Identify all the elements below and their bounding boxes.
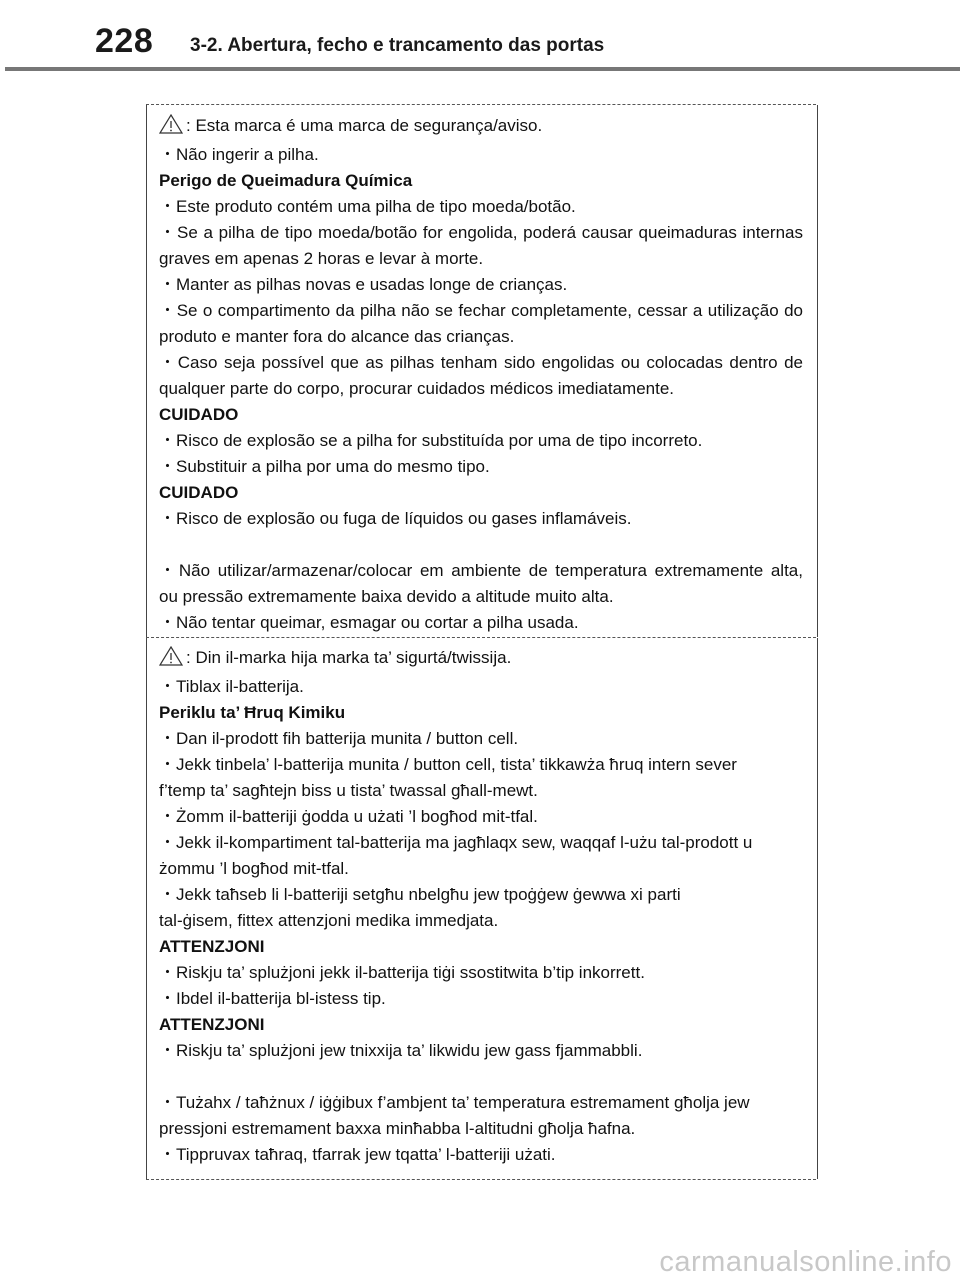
list-item-continuation: tal-ġisem, fittex attenzjoni medika immedjata. — [159, 911, 499, 930]
warning-mark-line — [159, 645, 803, 674]
watermark-text: carmanualsonline.info — [659, 1246, 952, 1278]
list-item: ・Não utilizar/armazenar/colocar em ambiente de temperatura extremamente alta, ou pressão extremamente baixa devido a altitude muito alta. — [159, 561, 803, 606]
warning-box-maltese — [146, 638, 818, 1179]
list-item: ・Żomm il-batteriji ġodda u użati ’l bogħod mit-tfal. — [159, 807, 538, 826]
list-item: ・Caso seja possível que as pilhas tenham sido engolidas ou colocadas dentro de qualquer parte do corpo, procurar cuidados médicos imediatamente. — [159, 353, 803, 398]
list-item: ・Tiblax il-batterija. — [159, 677, 304, 696]
subheading: ATTENZJONI — [159, 937, 265, 956]
subheading: Periklu ta’ Ħruq Kimiku — [159, 703, 346, 722]
list-item: ・Manter as pilhas novas e usadas longe de crianças. — [159, 275, 568, 294]
subheading: Perigo de Queimadura Química — [159, 171, 413, 190]
warning-mark-line — [159, 113, 803, 142]
warning-box-portuguese — [146, 105, 818, 637]
box-bottom-divider — [146, 1179, 816, 1180]
list-item: ・Riskju ta’ splużjoni jekk il-batterija tiġi ssostitwita b’tip inkorrett. — [159, 963, 645, 982]
subheading: ATTENZJONI — [159, 1015, 265, 1034]
header-rule — [5, 67, 960, 71]
warning-mark-text: : Din il-marka hija marka ta’ sigurtá/twissija. — [186, 648, 512, 667]
list-item: ・Risco de explosão se a pilha for substituída por uma de tipo incorreto. — [159, 431, 703, 450]
list-item: ・Jekk il-kompartiment tal-batterija ma jagħlaqx sew, waqqaf l-użu tal-prodott u — [159, 833, 753, 852]
subheading: CUIDADO — [159, 483, 239, 502]
list-item: ・Não tentar queimar, esmagar ou cortar a pilha usada. — [159, 613, 579, 632]
list-item: ・Substituir a pilha por uma do mesmo tipo. — [159, 457, 490, 476]
list-item: ・Jekk tinbela’ l-batterija munita / button cell, tista’ tikkawża ħruq intern sever — [159, 755, 737, 774]
list-item-continuation: f’temp ta’ sagħtejn biss u tista’ twassal għall-mewt. — [159, 781, 538, 800]
warning-mark-text: : Esta marca é uma marca de segurança/aviso. — [186, 116, 543, 135]
list-item: ・Jekk taħseb li l-batteriji setgħu nbelgħu jew tpoġġew ġewwa xi parti — [159, 885, 681, 904]
warning-triangle-icon — [159, 646, 183, 674]
subheading: CUIDADO — [159, 405, 239, 424]
blank-line — [159, 1064, 803, 1090]
list-item: ・Este produto contém uma pilha de tipo moeda/botão. — [159, 197, 576, 216]
section-title: 3-2. Abertura, fecho e trancamento das portas — [190, 35, 605, 56]
list-item: ・Se o compartimento da pilha não se fechar completamente, cessar a utilização do produto e manter fora do alcance das crianças. — [159, 301, 803, 346]
list-item: ・Se a pilha de tipo moeda/botão for engolida, poderá causar queimaduras internas graves em apenas 2 horas e levar à morte. — [159, 223, 803, 268]
list-item: ・Riskju ta’ splużjoni jew tnixxija ta’ likwidu jew gass fjammabbli. — [159, 1041, 643, 1060]
warning-triangle-icon — [159, 114, 183, 142]
list-item: ・Dan il-prodott fih batterija munita / button cell. — [159, 729, 519, 748]
list-item: ・Ibdel il-batterija bl-istess tip. — [159, 989, 386, 1008]
blank-line — [159, 532, 803, 558]
list-item-continuation: pressjoni estremament baxxa minħabba l-altitudni għolja ħafna. — [159, 1119, 636, 1138]
list-item-continuation: żommu ’l bogħod mit-tfal. — [159, 859, 349, 878]
page-header — [0, 0, 960, 72]
list-item: ・Tużahx / taħżnux / iġġibux f’ambjent ta’ temperatura estremament għolja jew — [159, 1093, 750, 1112]
list-item: ・Tippruvax taħraq, tfarrak jew tqatta’ l-batteriji użati. — [159, 1145, 556, 1164]
page-number: 228 — [95, 22, 154, 60]
list-item: ・Não ingerir a pilha. — [159, 145, 319, 164]
list-item: ・Risco de explosão ou fuga de líquidos ou gases inflamáveis. — [159, 509, 632, 528]
